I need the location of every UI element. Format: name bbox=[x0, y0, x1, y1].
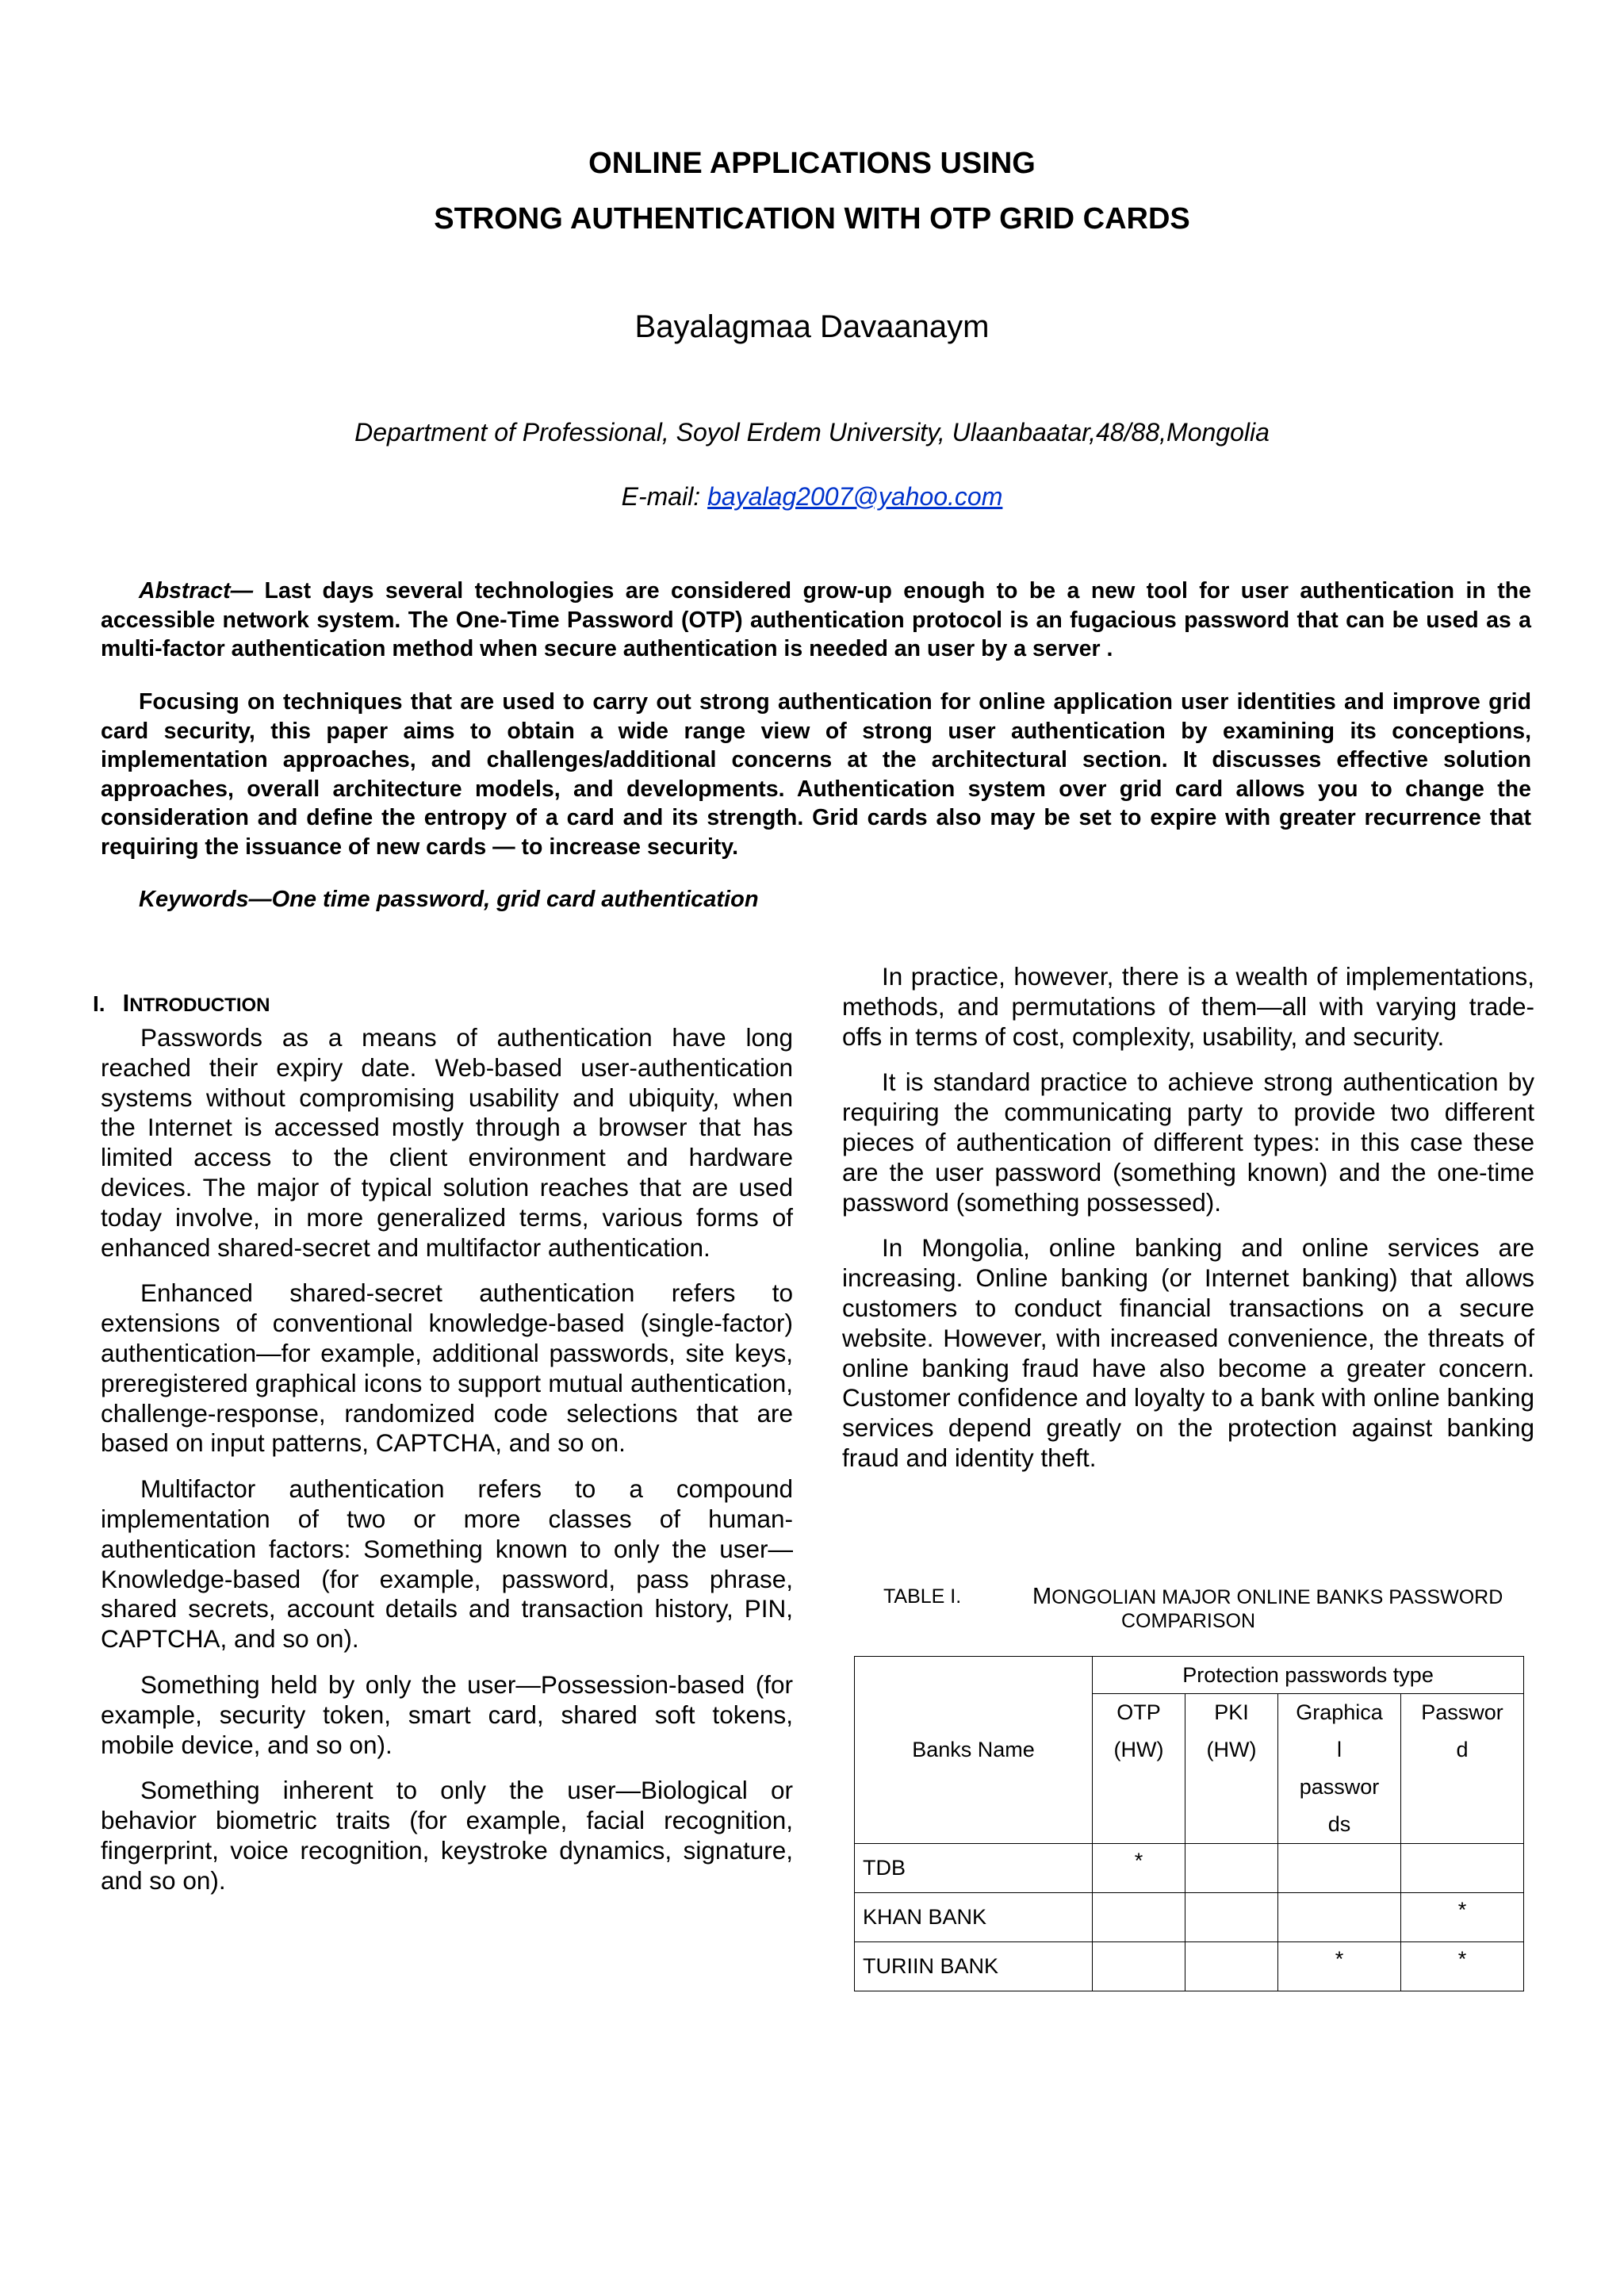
otp-cell bbox=[1093, 1942, 1185, 1991]
header-otp-hw: OTP (HW) bbox=[1093, 1694, 1185, 1844]
password-cell: * bbox=[1401, 1942, 1524, 1991]
keywords: Keywords—One time password, grid card authentication bbox=[139, 887, 759, 912]
abstract-text-1: Last days several technologies are considered grow-up enough to be a new tool for user authentication in the accessible network system. The One-Time Password (OTP) authentication protocol is an fugacious password that can be used as a multi-factor authentication method when secure authentication is needed an user by a server . bbox=[101, 578, 1531, 661]
table-row bbox=[855, 1942, 1524, 1991]
table-caption-title-line-2: COMPARISON bbox=[1121, 1610, 1255, 1632]
email-link[interactable]: bayalag2007@yahoo.com bbox=[707, 482, 1003, 511]
section-heading-introduction bbox=[93, 989, 270, 1018]
abstract-label: Abstract— bbox=[139, 578, 254, 604]
abstract-paragraph-2 bbox=[101, 688, 1531, 861]
bank-name-cell: TURIIN BANK bbox=[855, 1942, 1093, 1991]
intro-paragraph: Something inherent to only the user—Biological or behavior biometric traits (for example, facial recognition, fingerprint, voice recognition, keystroke dynamics, signature, and so on). bbox=[101, 1776, 793, 1895]
table-caption-label: TABLE I. bbox=[883, 1585, 962, 1608]
table-row bbox=[855, 1844, 1524, 1893]
header-password: Passwor d bbox=[1401, 1694, 1524, 1844]
left-column bbox=[101, 1023, 793, 1912]
paper-title-line-2: STRONG AUTHENTICATION WITH OTP GRID CARDS bbox=[434, 202, 1190, 236]
header-graphical-passwords: Graphica l passwor ds bbox=[1278, 1694, 1401, 1844]
section-heading-rest: NTRODUCTION bbox=[129, 995, 270, 1016]
graphical-cell: * bbox=[1278, 1942, 1401, 1991]
intro-paragraph: It is standard practice to achieve strong authentication by requiring the communicating party to provide two different pieces of authentication of different types: in this case these are the user password (something known) and the one-time password (something possessed). bbox=[842, 1068, 1534, 1217]
banks-password-comparison-table bbox=[854, 1656, 1524, 1991]
graphical-cell bbox=[1278, 1893, 1401, 1942]
paper-title-line-1: ONLINE APPLICATIONS USING bbox=[588, 147, 1036, 180]
pki-cell bbox=[1185, 1942, 1278, 1991]
pki-cell bbox=[1185, 1893, 1278, 1942]
section-heading-first-letter: I bbox=[122, 989, 130, 1017]
table-row bbox=[855, 1893, 1524, 1942]
right-column bbox=[842, 962, 1534, 1489]
abstract-text-2: Focusing on techniques that are used to carry out strong authentication for online application user identities and improve grid card security, this paper aims to obtain a wide range view of strong user authentication by examining its conceptions, implementation approaches, and challenges/additional concerns at the architectural section. It discusses effective solution approaches, overall architecture models, and developments. Authentication system over grid card allows you to change the consideration and define the entropy of a card and its strength. Grid cards also may be set to expire with greater recurrence that requiring the issuance of new cards — to increase security. bbox=[101, 689, 1531, 860]
abstract-paragraph-1 bbox=[101, 577, 1531, 664]
graphical-cell bbox=[1278, 1844, 1401, 1893]
bank-name-cell: TDB bbox=[855, 1844, 1093, 1893]
password-cell: * bbox=[1401, 1893, 1524, 1942]
author-affiliation: Department of Professional, Soyol Erdem University, Ulaanbaatar,48/88,Mongolia bbox=[354, 418, 1270, 447]
intro-paragraph: In Mongolia, online banking and online services are increasing. Online banking (or Internet banking) that allows customers to conduct financial transactions on a secure website. However, with increased convenience, the threats of online banking fraud have also become a greater concern. Customer confidence and loyalty to a bank with online banking services depend greatly on the protection against banking fraud and identity theft. bbox=[842, 1233, 1534, 1472]
email-label: E-mail: bbox=[621, 482, 708, 511]
section-number: I. bbox=[93, 991, 105, 1016]
author-name: Bayalagmaa Davaanaym bbox=[634, 309, 990, 344]
author-email bbox=[0, 482, 1624, 512]
header-protection-passwords-type: Protection passwords type bbox=[1093, 1657, 1524, 1694]
otp-cell bbox=[1093, 1893, 1185, 1942]
bank-name-cell: KHAN BANK bbox=[855, 1893, 1093, 1942]
header-banks-name: Banks Name bbox=[855, 1657, 1093, 1844]
intro-paragraph: In practice, however, there is a wealth of implementations, methods, and permutations of them—all with varying trade-offs in terms of cost, complexity, usability, and security. bbox=[842, 962, 1534, 1051]
otp-cell: * bbox=[1093, 1844, 1185, 1893]
pki-cell bbox=[1185, 1844, 1278, 1893]
password-cell bbox=[1401, 1844, 1524, 1893]
table-caption-title-line-1: MONGOLIAN MAJOR ONLINE BANKS PASSWORD bbox=[1032, 1584, 1503, 1609]
intro-paragraph: Passwords as a means of authentication have long reached their expiry date. Web-based user-authentication systems without compromising usability and ubiquity, when the Internet is accessed mostly through a browser that has limited access to the client environment and hardware devices. The major of typical solution reaches that are used today involve, in more generalized terms, various forms of enhanced shared-secret and multifactor authentication. bbox=[101, 1023, 793, 1262]
intro-paragraph: Something held by only the user—Possession-based (for example, security token, smart card, shared soft tokens, mobile device, and so on). bbox=[101, 1669, 793, 1759]
header-pki-hw: PKI (HW) bbox=[1185, 1694, 1278, 1844]
intro-paragraph: Enhanced shared-secret authentication refers to extensions of conventional knowledge-based (single-factor) authentication—for example, additional passwords, site keys, preregistered graphical icons to support mutual authentication, challenge-response, randomized code selections that are based on input patterns, CAPTCHA, and so on. bbox=[101, 1278, 793, 1458]
intro-paragraph: Multifactor authentication refers to a compound implementation of two or more classes of human-authentication factors: Something known to only the user—Knowledge-based (for example, password, pass phrase, shared secrets, account details and transaction history, PIN, CAPTCHA, and so on). bbox=[101, 1474, 793, 1654]
